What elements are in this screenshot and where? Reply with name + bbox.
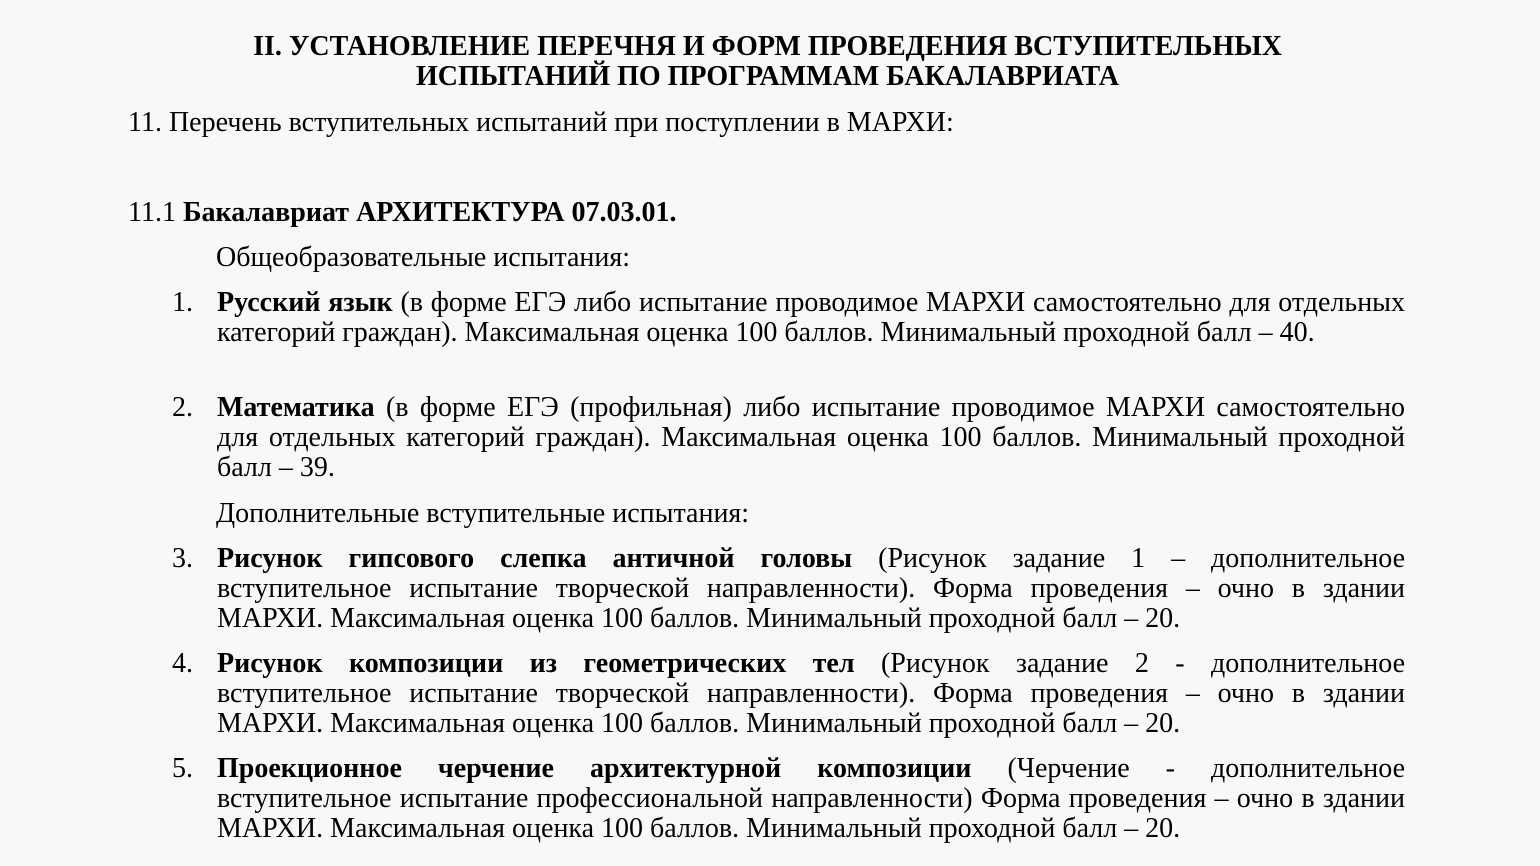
list-item-description: (в форме ЕГЭ (профильная) либо испытание проводимое МАРХИ самостоятельно для отдельных категорий граждан). Максимальная оценка 100 баллов. Минимальный проходной балл – 39. — [217, 392, 1405, 483]
list-item — [172, 544, 1405, 634]
list-item-number: 1. — [172, 287, 193, 318]
heading-line-1: II. УСТАНОВЛЕНИЕ ПЕРЕЧНЯ И ФОРМ ПРОВЕДЕНИЯ ВСТУПИТЕЛЬНЫХ — [253, 31, 1282, 62]
list-item — [172, 393, 1405, 483]
section-heading — [128, 198, 676, 228]
intro-paragraph: 11. Перечень вступительных испытаний при поступлении в МАРХИ: — [128, 107, 954, 138]
heading-line-2: ИСПЫТАНИЙ ПО ПРОГРАММАМ БАКАЛАВРИАТА — [415, 61, 1120, 92]
list-item-description: (Черчение - дополнительное вступительное испытание профессиональной направленности) Форма проведения – очно в здании МАРХИ. Максимальная оценка 100 баллов. Минимальный проходной балл – 20. — [217, 753, 1406, 844]
list-item-title: Рисунок композиции из геометрических тел — [217, 648, 855, 679]
list-item-title: Русский язык — [217, 287, 393, 318]
page-title — [130, 32, 1405, 92]
list-item-number: 2. — [172, 392, 193, 423]
list-item-description: (в форме ЕГЭ либо испытание проводимое МАРХИ самостоятельно для отдельных категорий граждан). Максимальная оценка 100 баллов. Минимальный проходной балл – 40. — [217, 287, 1405, 348]
list-item-text — [217, 288, 1405, 348]
list-item-text — [217, 544, 1405, 634]
list-item-number: 3. — [172, 543, 193, 574]
list-item-title: Математика — [217, 392, 375, 423]
additional-tests-label: Дополнительные вступительные испытания: — [216, 498, 750, 529]
list-item-number: 5. — [172, 753, 193, 784]
section-number: 11.1 — [128, 197, 183, 228]
section-title: Бакалавриат АРХИТЕКТУРА 07.03.01. — [182, 197, 677, 228]
list-item-text — [217, 649, 1405, 739]
list-item — [172, 754, 1405, 844]
list-item — [172, 288, 1405, 348]
list-item-text — [217, 754, 1405, 844]
list-item-description: (Рисунок задание 1 – дополнительное вступительное испытание творческой направленности). Форма проведения – очно в здании МАРХИ. Максимальная оценка 100 баллов. Минимальный проходной балл – 20. — [217, 543, 1405, 634]
list-item — [172, 649, 1405, 739]
list-item-description: (Рисунок задание 2 - дополнительное вступительное испытание творческой направленности). Форма проведения – очно в здании МАРХИ. Максимальная оценка 100 баллов. Минимальный проходной балл – 20. — [217, 648, 1405, 739]
general-tests-label: Общеобразовательные испытания: — [216, 242, 631, 273]
list-item-title: Проекционное черчение архитектурной композиции — [217, 753, 972, 784]
list-item-title: Рисунок гипсового слепка античной головы — [217, 543, 853, 574]
list-item-number: 4. — [172, 648, 193, 679]
list-item-text — [217, 393, 1405, 483]
